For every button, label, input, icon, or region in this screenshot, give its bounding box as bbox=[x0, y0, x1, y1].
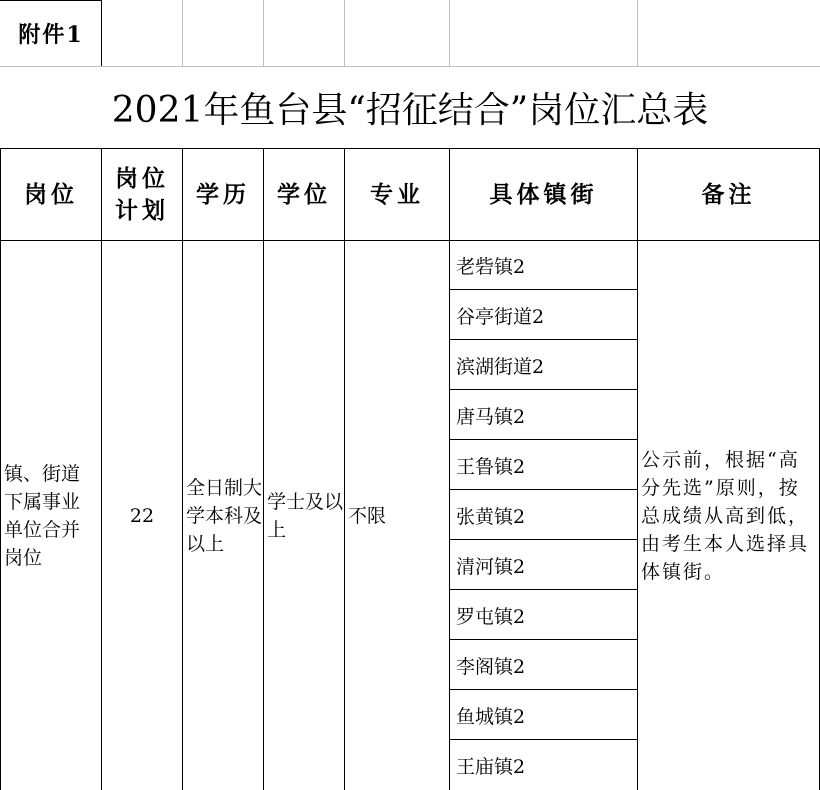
town-item: 李阁镇2 bbox=[456, 656, 526, 678]
grid-line bbox=[263, 0, 264, 66]
cell-degree: 学士及以上 bbox=[267, 490, 344, 541]
grid-line bbox=[449, 0, 450, 66]
header-remark: 备注 bbox=[701, 180, 756, 208]
annex-label: 附件1 bbox=[18, 21, 84, 48]
town-item: 王鲁镇2 bbox=[456, 456, 526, 478]
town-item: 清河镇2 bbox=[456, 556, 526, 578]
header-major: 专业 bbox=[370, 180, 424, 208]
header-plan-line2: 计划 bbox=[115, 196, 169, 224]
grid-line bbox=[182, 0, 183, 66]
cell-major: 不限 bbox=[348, 504, 387, 527]
table-border bbox=[263, 148, 264, 790]
town-item: 谷亭街道2 bbox=[456, 306, 545, 328]
header-town: 具体镇街 bbox=[489, 180, 598, 208]
header-plan bbox=[102, 149, 182, 240]
cell-plan: 22 bbox=[129, 504, 155, 527]
cell-post: 镇、街道下属事业单位合并岗位 bbox=[4, 462, 81, 569]
table-border bbox=[344, 148, 345, 790]
grid-line bbox=[344, 0, 345, 66]
grid-line bbox=[637, 0, 638, 66]
cell-education: 全日制大学本科及以上 bbox=[186, 476, 263, 555]
town-item: 张黄镇2 bbox=[456, 506, 526, 528]
table-border bbox=[182, 148, 183, 790]
town-item: 滨湖街道2 bbox=[456, 356, 545, 378]
page-title: 2021年鱼台县“招征结合”岗位汇总表 bbox=[111, 89, 709, 131]
town-item: 鱼城镇2 bbox=[456, 706, 526, 728]
town-item: 王庙镇2 bbox=[456, 756, 526, 778]
town-item: 老砦镇2 bbox=[456, 256, 526, 278]
town-item: 唐马镇2 bbox=[456, 406, 526, 428]
cell-remark: 公示前，根据“高分先选”原则，按总成绩从高到低，由考生本人选择具体镇街。 bbox=[641, 448, 810, 583]
table-border bbox=[0, 148, 1, 790]
header-education: 学历 bbox=[196, 180, 250, 208]
table-border bbox=[637, 148, 638, 790]
header-plan-line1: 岗位 bbox=[115, 164, 169, 192]
header-degree: 学位 bbox=[277, 180, 331, 208]
header-post: 岗位 bbox=[24, 180, 78, 208]
town-item: 罗屯镇2 bbox=[456, 606, 526, 628]
table-border bbox=[449, 148, 450, 790]
